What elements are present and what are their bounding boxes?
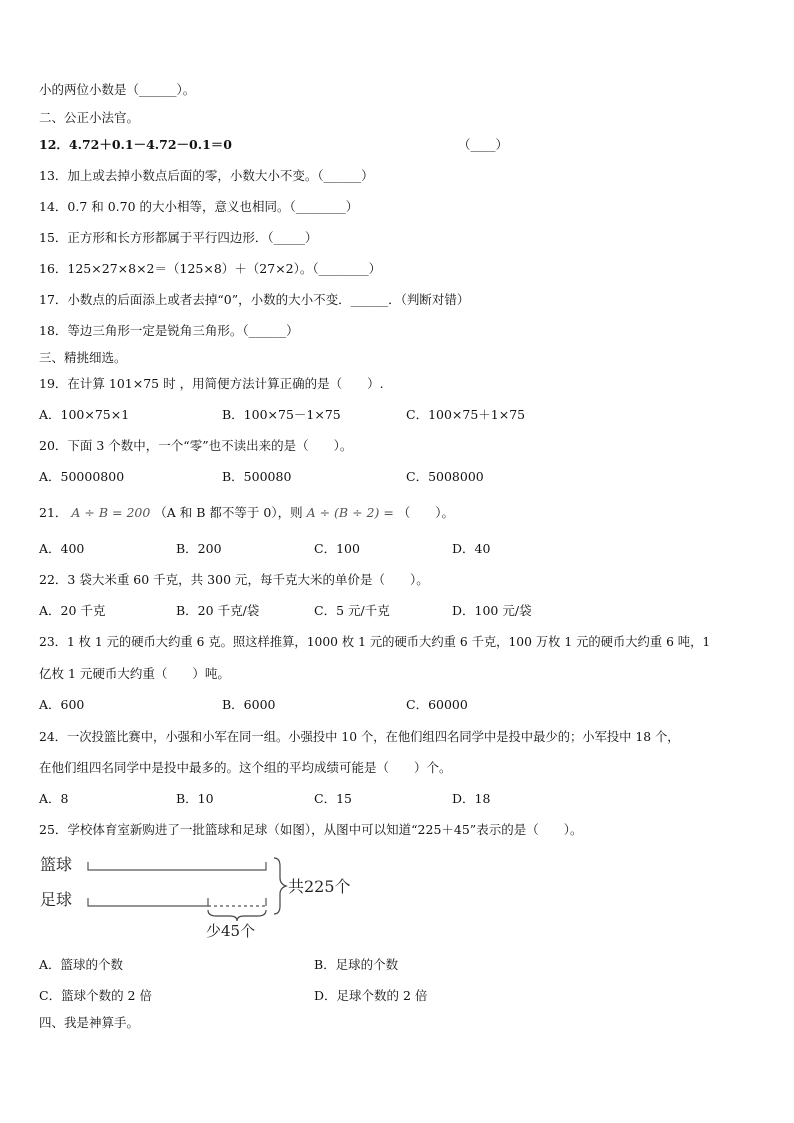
ball-diagram	[38, 848, 368, 940]
question-13: 13．加上或去掉小数点后面的零，小数大小不变。（______）	[39, 168, 374, 183]
q23-option-b: B．6000	[222, 697, 276, 712]
question-20: 20．下面 3 个数中，一个“零”也不读出来的是（ ）。	[39, 438, 353, 453]
q19-option-a: A．100×75×1	[39, 407, 130, 422]
q22-option-b: B．20 千克/袋	[176, 603, 260, 618]
question-17: 17．小数点的后面添上或者去掉“0”，小数的大小不变．______．（判断对错）	[39, 292, 470, 307]
q24-option-a: A．8	[39, 791, 69, 806]
q21-option-a: A．400	[39, 541, 85, 556]
q22-option-c: C．5 元/千克	[314, 603, 390, 618]
question-12-blank: （____）	[458, 137, 509, 152]
q21-middle: （A 和 B 都不等于 0），则	[154, 505, 303, 520]
q20-option-c: C．5008000	[406, 469, 484, 484]
q21-tail: （ ）。	[397, 505, 455, 520]
question-19: 19．在计算 101×75 时 ，用简便方法计算正确的是（ ）.	[39, 376, 384, 391]
football-label: 足球	[40, 890, 73, 909]
q22-option-a: A．20 千克	[39, 603, 106, 618]
total-label: 共225个	[288, 877, 351, 896]
question-22: 22．3 袋大米重 60 千克，共 300 元，每千克大米的单价是（ ）。	[39, 572, 429, 587]
question-15: 15．正方形和长方形都属于平行四边形．（_____）	[39, 230, 318, 245]
q21-option-d: D．40	[452, 541, 491, 556]
question-25: 25．学校体育室新购进了一批篮球和足球（如图），从图中可以知道“225＋45”表示的是（ ）。	[39, 822, 583, 837]
q21-number: 21．	[39, 505, 68, 520]
section-4-heading: 四、我是神算手。	[39, 1015, 140, 1030]
less-label: 少45个	[206, 922, 256, 940]
q25-option-a: A．篮球的个数	[39, 957, 124, 972]
question-23-line-1: 23．1 枚 1 元的硬币大约重 6 克。照这样推算，1000 枚 1 元的硬币大约重 6 千克，100 万枚 1 元的硬币大约重 6 吨，1	[39, 635, 711, 649]
q24-option-b: B．10	[176, 791, 214, 806]
q25-option-b: B．足球的个数	[314, 957, 399, 972]
question-18: 18．等边三角形一定是锐角三角形。（______）	[39, 323, 299, 338]
q20-option-a: A．50000800	[39, 469, 125, 484]
q21-option-c: C．100	[314, 541, 360, 556]
q19-option-b: B．100×75－1×75	[222, 407, 341, 422]
question-16: 16．125×27×8×2＝（125×8）＋（27×2）。（________）	[39, 261, 382, 276]
q24-option-d: D．18	[452, 791, 491, 806]
football-bar	[88, 898, 208, 906]
q24-option-c: C．15	[314, 791, 352, 806]
q21-formula-1: A ÷ B = 200	[71, 505, 151, 520]
q20-option-b: B．500080	[222, 469, 292, 484]
basketball-label: 篮球	[40, 855, 73, 874]
q21-option-b: B．200	[176, 541, 222, 556]
basketball-bar	[88, 862, 266, 870]
less-brace	[208, 910, 266, 921]
q21-formula-2: A ÷ (B ÷ 2) =	[306, 505, 394, 520]
q23-option-c: C．60000	[406, 697, 468, 712]
q23-option-a: A．600	[39, 697, 85, 712]
section-3-heading: 三、精挑细选。	[39, 350, 127, 365]
q19-option-c: C．100×75＋1×75	[406, 407, 526, 422]
question-23-line-2: 亿枚 1 元硬币大约重（ ）吨。	[39, 666, 230, 681]
total-brace	[274, 858, 286, 914]
question-12: 12．4.72＋0.1－4.72－0.1＝0	[39, 137, 232, 152]
q25-option-c: C．篮球个数的 2 倍	[39, 988, 152, 1003]
section-2-heading: 二、公正小法官。	[39, 110, 140, 125]
question-21	[39, 505, 454, 521]
question-14: 14．0.7 和 0.70 的大小相等，意义也相同。（________）	[39, 199, 359, 214]
question-24-line-1: 24．一次投篮比赛中，小强和小军在同一组。小强投中 10 个，在他们组四名同学中是投中最少的；小军投中 18 个，	[39, 730, 680, 744]
q22-option-d: D．100 元/袋	[452, 603, 532, 618]
question-24-line-2: 在他们组四名同学中是投中最多的。这个组的平均成绩可能是（ ）个。	[39, 760, 452, 775]
q25-option-d: D．足球个数的 2 倍	[314, 988, 428, 1003]
fragment-line: 小的两位小数是（______）。	[39, 82, 196, 97]
